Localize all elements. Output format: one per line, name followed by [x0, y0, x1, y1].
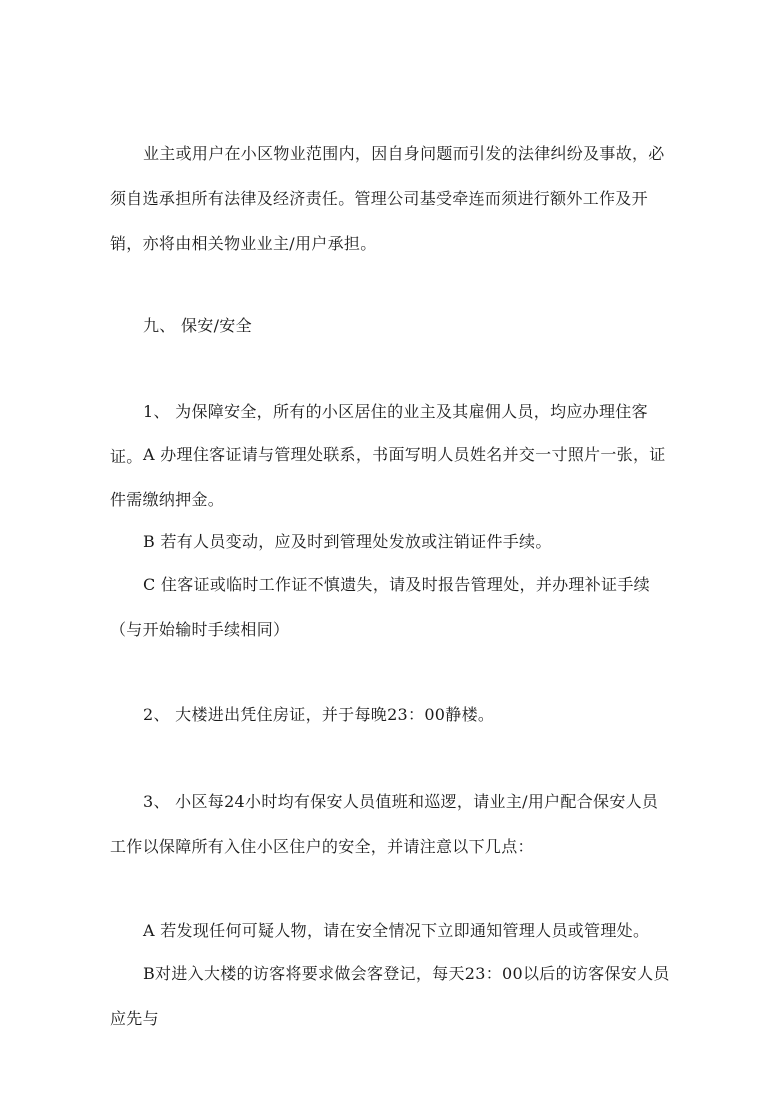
paragraph-item-2: 2、 大楼进出凭住房证，并于每晚23：00静楼。	[143, 705, 495, 724]
section-heading-security: 九、 保安/安全	[143, 316, 252, 335]
paragraph-item-3b: B对进入大楼的访客将要求做会客登记，每天23：00以后的访客保安人员应先与	[110, 964, 670, 1028]
paragraph-item-1a: A 办理住客证请与管理处联系，书面写明人员姓名并交一寸照片一张，证件需缴纳押金。	[110, 445, 666, 509]
paragraph-item-1c: C 住客证或临时工作证不慎遗失，请及时报告管理处，并办理补证手续（与开始输时手续相同）	[110, 575, 650, 639]
paragraph-liability: 业主或用户在小区物业范围内，因自身问题而引发的法律纠纷及事故，必须自选承担所有法律及经济责任。管理公司基受牵连而须进行额外工作及开销，亦将由相关物业业主/用户承担。	[110, 144, 665, 253]
paragraph-item-1b: B 若有人员变动，应及时到管理处发放或注销证件手续。	[143, 532, 552, 551]
paragraph-item-3: 3、 小区每24小时均有保安人员值班和巡逻，请业主/用户配合保安人员工作以保障所有入住小区住户的安全，并请注意以下几点：	[110, 792, 659, 856]
paragraph-item-1: 1、 为保障安全，所有的小区居住的业主及其雇佣人员，均应办理住客证。	[110, 402, 648, 466]
paragraph-item-3a: A 若发现任何可疑人物，请在安全情况下立即通知管理人员或管理处。	[143, 921, 650, 940]
